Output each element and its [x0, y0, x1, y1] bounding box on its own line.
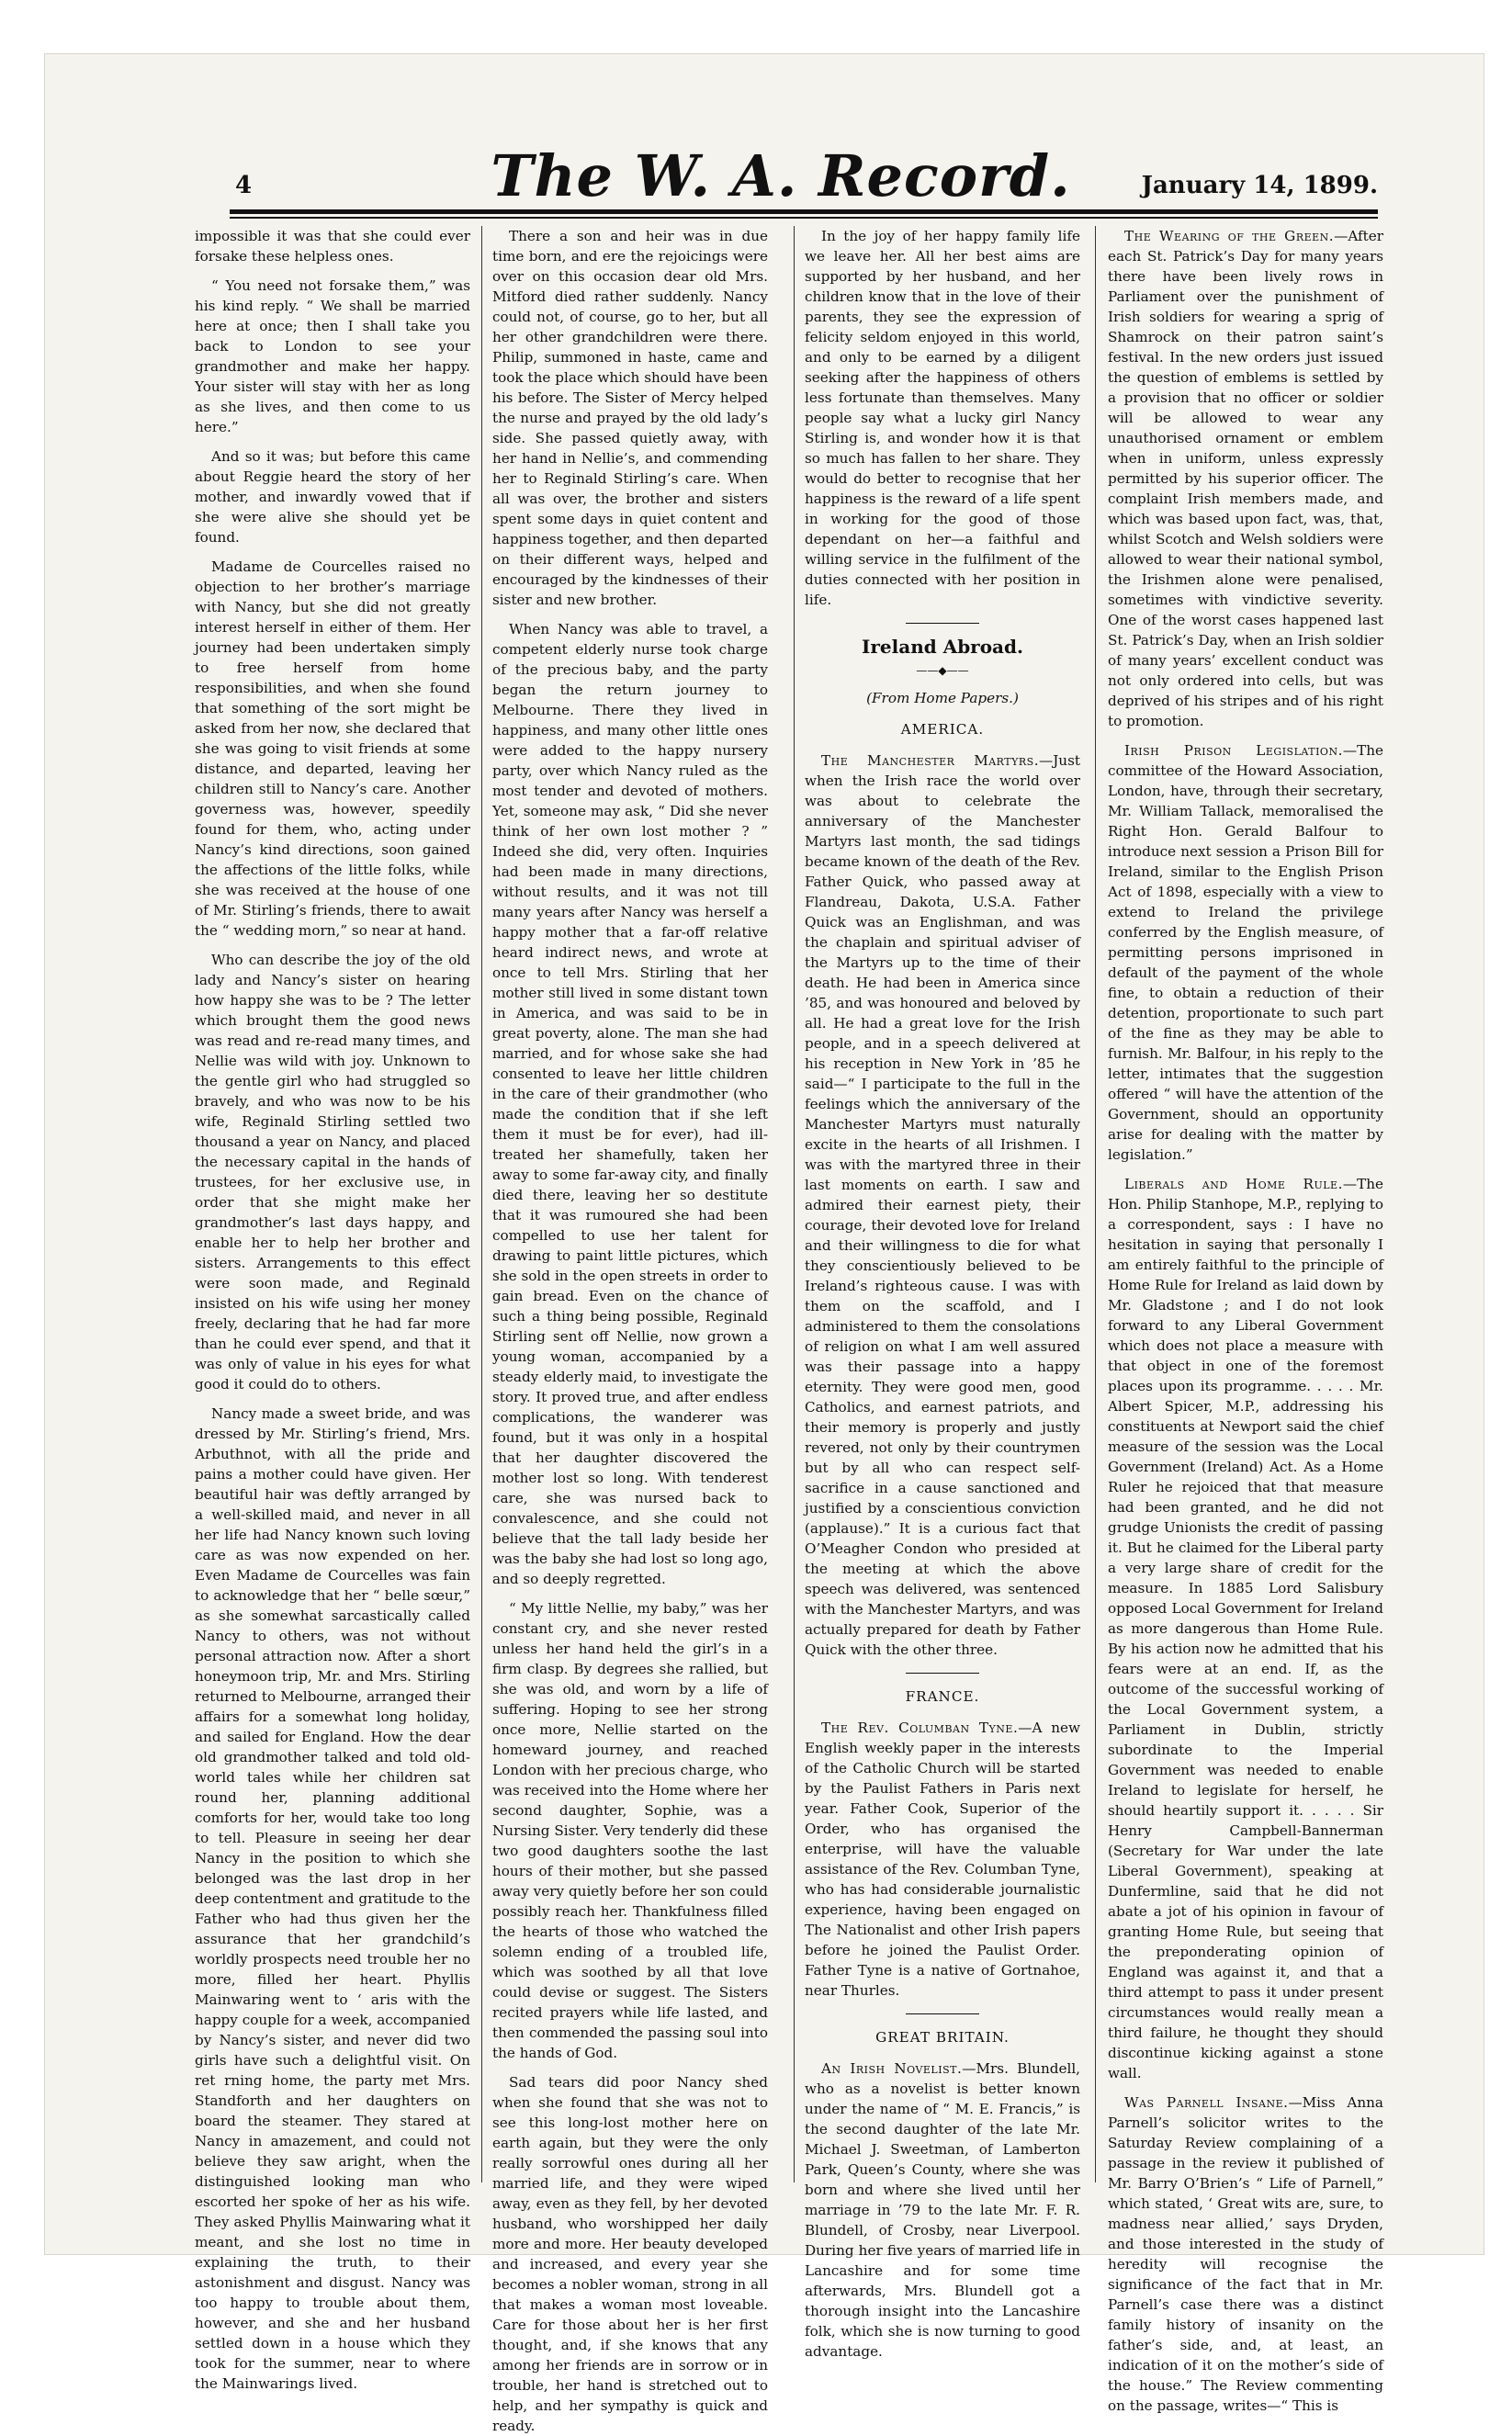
paragraph: “ My little Nellie, my baby,” was her constant cry, and she never rested unless her hand held the girl’s in a firm clasp. By degrees she rallied, but she was old, and worn by a life of suffering. Hoping to see her strong once more, Nellie started on the homeward journey, and reached London with her precious charge, who was received into the Home where her second daughter, Sophie, was a Nursing Sister. Very tenderly did these two good daughters soothe the last hours of their mother, but she passed away very quietly before her son could possibly reach her. Thankfulness filled the hearts of those who watched the solemn ending of a troubled life, which was soothed by all that love could devise or suggest. The Sisters recited prayers while life lasted, and then commended the passing soul into the hands of God. [492, 1600, 768, 2061]
article-paragraph [805, 750, 1080, 1660]
header-rule [230, 209, 1378, 214]
paragraph: There a son and heir was in due time born, and ere the rejoicings were over on this occasion dear old Mrs. Mitford died rather suddenly. Nancy could not, of course, go to her, but all her other grandchildren were there. Philip, summoned in haste, came and took the place which should have been his before. The Sister of Mercy helped the nurse and prayed by the old lady’s side. She passed quietly away, with her hand in Nellie’s, and commending her to Reginald Stirling’s care. When all was over, the brother and sisters spent some days in quiet content and happiness together, and then departed on their different ways, helped and encouraged by the kindnesses of their sister and new brother. [492, 228, 768, 608]
paragraph: “ You need not forsake them,” was his kind reply. “ We shall be married here at once; then I shall take you back to London to see your grandmother and make her happy. Your sister will stay with her as long as she lives, and then come to us here.” [195, 277, 470, 435]
article-lead: Irish Prison Legislation. [1124, 742, 1343, 759]
paragraph: When Nancy was able to travel, a competent elderly nurse took charge of the precious baby, and the party began the return journey to Melbourne. There they lived in happiness, and many other little ones were added to the happy nursery party, over which Nancy ruled as the most tender and devoted of mothers. Yet, someone may ask, “ Did she never think of her own lost mother ? ” Indeed she did, very often. Inquiries had been made in many directions, without results, and it was not till many years after Nancy was herself a happy mother that a far-off relative heard indirect news, and wrote at once to tell Mrs. Stirling that her mother still lived in some distant town in America, and was said to be in great poverty, alone. The man she had married, and for whose sake she had consented to leave her little children in the care of their grandmother (who made the condition that if she left them it must be for ever), had ill-treated her shamefully, taken her away to some far-away city, and finally died there, leaving her so destitute that it was rumoured she had been compelled to use her talent for drawing to paint little pictures, which she sold in the open streets in order to gain bread. Even on the chance of such a thing being possible, Reginald Stirling sent off Nellie, now grown a young woman, accompanied by a steady elderly maid, to investigate the story. It proved true, and after endless complications, the wanderer was found, but it was only in a hospital that her daughter discovered the mother lost so long. With tenderest care, she was nursed back to convalescence, and she could not believe that the tall lady beside her was the baby she had lost so long ago, and so deeply regretted. [492, 621, 768, 1587]
article-lead: The Wearing of the Green. [1124, 228, 1335, 244]
article-body: —The Hon. Philip Stanhope, M.P., replying to a correspondent, says : I have no hesitation in saying that personally I am entirely faithful to the principle of Home Rule for Ireland as laid down by Mr. Gladstone ; and I do not look forward to any Liberal Government which does not place a measure with that object in one of the foremost places upon its programme. . . . . Mr. Albert Spicer, M.P., addressing his constituents at Newport said the chief measure of the session was the Local Government (Ireland) Act. As a Home Ruler he rejoiced that that measure had been granted, and he did not grudge Unionists the credit of passing it. But he claimed for the Liberal party a very large share of credit for the measure. In 1885 Lord Salisbury opposed Local Government for Ireland as more dangerous than Home Rule. By his action now he admitted that his fears were at an end. If, as the outcome of the successful working of the Local Government system, a Parliament in Dublin, strictly subordinate to the Imperial Government was needed to enable Ireland to legislate for herself, he should heartily support it. . . . . Sir Henry Campbell-Bannerman (Secretary for War under the late Liberal Government), speaking at Dunfermline, said that he did not abate a jot of his opinion in favour of granting Home Rule, but seeing that the preponderating opinion of England was against it, and that a third attempt to pass it under present circumstances would really mean a third failure, he thought they should discontinue kicking against a stone wall. [1108, 1176, 1383, 2081]
issue-date: January 14, 1899. [1141, 172, 1378, 199]
page-number: 4 [235, 172, 253, 199]
column-divider [1095, 226, 1096, 2182]
header-rule-thin [230, 217, 1378, 219]
ornament-rule: ——◆—— [916, 664, 969, 677]
section-rule [906, 2013, 979, 2014]
region-heading-great-britain: GREAT BRITAIN. [875, 2029, 1010, 2046]
column-1 [195, 226, 470, 2392]
article-body: —After each St. Patrick’s Day for many years there have been lively rows in Parliament over the punishment of Irish soldiers for wearing a sprig of Shamrock on their patron saint’s festival. In the new orders just issued the question of emblems is settled by a provision that no officer or soldier will be allowed to wear any unauthorised ornament or emblem when in uniform, unless expressly permitted by his superior officer. The complaint Irish members made, and which was based upon fact, was, that, whilst Scotch and Welsh soldiers were allowed to wear their national symbol, the Irishmen alone were penalised, sometimes with vindictive severity. One of the worst cases happened last St. Patrick’s Day, when an Irish soldier of many years’ excellent conduct was not only ordered into cells, but was deprived of his stripes and of his right to promotion. [1108, 228, 1383, 729]
article-body: —Just when the Irish race the world over was about to celebrate the anniversary of the Manchester Martyrs last month, the sad tidings became known of the death of the Rev. Father Quick, who passed away at Flandreau, Dakota, U.S.A. Father Quick was an Englishman, and was the chaplain and spiritual adviser of the Martyrs up to the time of their death. He had been in America since ’85, and was honoured and beloved by all. He had a great love for the Irish people, and in a speech delivered at his reception in New York in ’85 he said—“ I participate to the full in the feelings which the anniversary of the Manchester Martyrs must naturally excite in the hearts of all Irishmen. I was with the martyred three in their last moments on earth. I saw and admired their earnest piety, their courage, their devoted love for Ireland and their willingness to die for what they conscientiously believed to be Ireland’s righteous cause. I was with them on the scaffold, and I administered to them the consolations of religion on what I am well assured was their passage into a happy eternity. They were good men, good Catholics, and earnest patriots, and their memory is properly and justly revered, not only by their countrymen but by all who can respect self-sacrifice in a cause sanctioned and justified by a conscientious conviction (applause).” It is a curious fact that O’Meagher Condon who presided at the meeting at which the above speech was delivered, was sentenced with the Manchester Martyrs, and was actually prepared for death by Father Quick with the other three. [805, 752, 1080, 1658]
paragraph: Nancy made a sweet bride, and was dressed by Mr. Stirling’s friend, Mrs. Arbuthnot, with all the pride and pains a mother could have given. Her beautiful hair was deftly arranged by a well-skilled maid, and never in all her life had Nancy known such loving care as was now expended on her. Even Madame de Courcelles was fain to acknowledge that her “ belle sœur,” as she somewhat sarcastically called Nancy to others, was not without personal attraction now. After a short honeymoon trip, Mr. and Mrs. Stirling returned to Melbourne, arranged their affairs for a somewhat long holiday, and sailed for England. How the dear old grandmother talked and told old-world tales while her children sat round her, planning additional comforts for her, would take too long to tell. Pleasure in seeing her dear Nancy in the position to which she belonged was the last drop in her deep contentment and gratitude to the Father who had thus given her the assurance that her grandchild’s worldly prospects need trouble her no more, filled her heart. Phyllis Mainwaring went to ‘ aris with the happy couple for a week, accompanied by Nancy’s sister, and never did two girls have such a delightful visit. On ret rning home, the party met Mrs. Standforth and her daughters on board the steamer. They stared at Nancy in amazement, and could not believe they saw aright, when the distinguished looking man who escorted her spoke of her as his wife. They asked Phyllis Mainwaring what it meant, and she lost no time in explaining the truth, to their astonishment and disgust. Nancy was too happy to trouble about them, however, and she and her husband settled down in a house which they took for the summer, near to where the Mainwarings lived. [195, 1405, 470, 2392]
column-4 [1108, 226, 1383, 2414]
article-body: —Miss Anna Parnell’s solicitor writes to the Saturday Review complaining of a passage in the review it published of Mr. Barry O’Brien’s “ Life of Parnell,” which stated, ‘ Great wits are, sure, to madness near allied,’ says Dryden, and those interested in the study of heredity will recognise the significance of the fact that in Mr. Parnell’s case there was a distinct family history of insanity on the father’s side, and, at least, an indication of it on the mother’s side of the house.” The Review commenting on the passage, writes—“ This is [1108, 2094, 1383, 2414]
paragraph: Sad tears did poor Nancy shed when she found that she was not to see this long-lost mother here on earth again, but they were the only really sorrowful ones during all her married life, and they were wiped away, even as they fell, by her devoted husband, who worshipped her daily more and more. Her beauty developed and increased, and every year she becomes a nobler woman, strong in all that makes a woman most loveable. Care for those about her is her first thought, and, if she knows that any among her friends are in sorrow or in trouble, her hand is stretched out to help, and her sympathy is quick and ready. [492, 2074, 768, 2434]
article-lead: Was Parnell Insane. [1124, 2094, 1289, 2111]
paragraph: Madame de Courcelles raised no objection to her brother’s marriage with Nancy, but she did not greatly interest herself in either of them. Her journey had been undertaken simply to free herself from home responsibilities, and when she found that something of the sort might be asked from her now, she declared that she was going to visit friends at some distance, and departed, leaving her children still to Nancy’s care. Another governess was, however, speedily found for them, who, acting under Nancy’s kind directions, soon gained the affections of the little folks, while she was received at the house of one of Mr. Stirling’s friends, there to await the “ wedding morn,” so near at hand. [195, 558, 470, 939]
column-2 [492, 226, 768, 2434]
paragraph: Who can describe the joy of the old lady and Nancy’s sister on hearing how happy she was to be ? The letter which brought them the good news was read and re-read many times, and Nellie was wild with joy. Unknown to the gentle girl who had struggled so bravely, and who was now to be his wife, Reginald Stirling settled two thousand a year on Nancy, and placed the necessary capital in the hands of trustees, for her exclusive use, in order that she might make her grandmother’s last days happy, and enable her to help her brother and sisters. Arrangements to this effect were soon made, and Reginald insisted on his wife using her money freely, declaring that he had far more than he could ever spend, and that it was only of value in his eyes for what good it could do to others. [195, 952, 470, 1393]
region-heading-america: AMERICA. [900, 721, 985, 738]
paragraph: In the joy of her happy family life we leave her. All her best aims are supported by her husband, and her children know that in the love of their parents, they see the expression of felicity seldom enjoyed in this world, and only to be earned by a diligent seeking after the happiness of others less fortunate than themselves. Many people say what a lucky girl Nancy Stirling is, and wonder how it is that so much has fallen to her share. They would do better to recognise that her happiness is the reward of a life spent in working for the good of those dependant on her—a faithful and willing service in the fulfilment of the duties connected with her position in life. [805, 228, 1080, 608]
column-divider [794, 226, 795, 2182]
column-3 [805, 226, 1080, 2360]
article-paragraph [1108, 226, 1383, 731]
section-subtitle: (From Home Papers.) [866, 690, 1019, 706]
paragraph: And so it was; but before this came about Reggie heard the story of her mother, and inwardly vowed that if she were alive she should yet be found. [195, 448, 470, 546]
article-body: —Mrs. Blundell, who as a novelist is better known under the name of “ M. E. Francis,” is the second daughter of the late Mr. Michael J. Sweetman, of Lamberton Park, Queen’s County, where she was born and where she lived until her marriage in ’79 to the late Mr. F. R. Blundell, of Crosby, near Liverpool. During her five years of married life in Lancashire and for some time afterwards, Mrs. Blundell got a thorough insight into the Lancashire folk, which she is now turning to good advantage. [805, 2060, 1080, 2360]
newspaper-title: The W. A. Record. [491, 142, 1071, 209]
paragraph: impossible it was that she could ever forsake these helpless ones. [195, 228, 470, 265]
article-paragraph [1108, 740, 1383, 1165]
article-body: —The committee of the Howard Association, London, have, through their secretary, Mr. William Tallack, memoralised the Right Hon. Gerald Balfour to introduce next session a Prison Bill for Ireland, similar to the English Prison Act of 1898, especially with a view to extend to Ireland the privilege conferred by the English measure, of permitting persons imprisoned in default of the payment of the whole fine, to obtain a reduction of their detention, proportionate to such part of the fine as they may be able to furnish. Mr. Balfour, in his reply to the letter, intimates that the suggestion offered “ will have the attention of the Government, should an opportunity arise for dealing with the matter by legislation.” [1108, 742, 1383, 1163]
region-heading-france: FRANCE. [905, 1688, 980, 1705]
section-rule [906, 1673, 979, 1674]
article-paragraph [805, 1718, 1080, 2001]
section-headline: Ireland Abroad. [862, 636, 1023, 658]
article-lead: The Rev. Columban Tyne. [821, 1720, 1019, 1736]
article-paragraph [1108, 1174, 1383, 2083]
masthead [184, 142, 1378, 207]
article-paragraph [1108, 2092, 1383, 2416]
column-divider [481, 226, 482, 2182]
section-rule [906, 623, 979, 624]
article-lead: Liberals and Home Rule. [1124, 1176, 1343, 1192]
article-paragraph [805, 2058, 1080, 2362]
article-body: —A new English weekly paper in the interests of the Catholic Church will be started by the Paulist Fathers in Paris next year. Father Cook, Superior of the Order, who has organised the enterprise, will have the valuable assistance of the Rev. Columban Tyne, who has had considerable journalistic experience, having been engaged on The Nationalist and other Irish papers before he joined the Paulist Order. Father Tyne is a native of Gortnahoe, near Thurles. [805, 1720, 1080, 1999]
article-lead: An Irish Novelist. [821, 2060, 963, 2077]
article-lead: The Manchester Martyrs. [821, 752, 1040, 769]
